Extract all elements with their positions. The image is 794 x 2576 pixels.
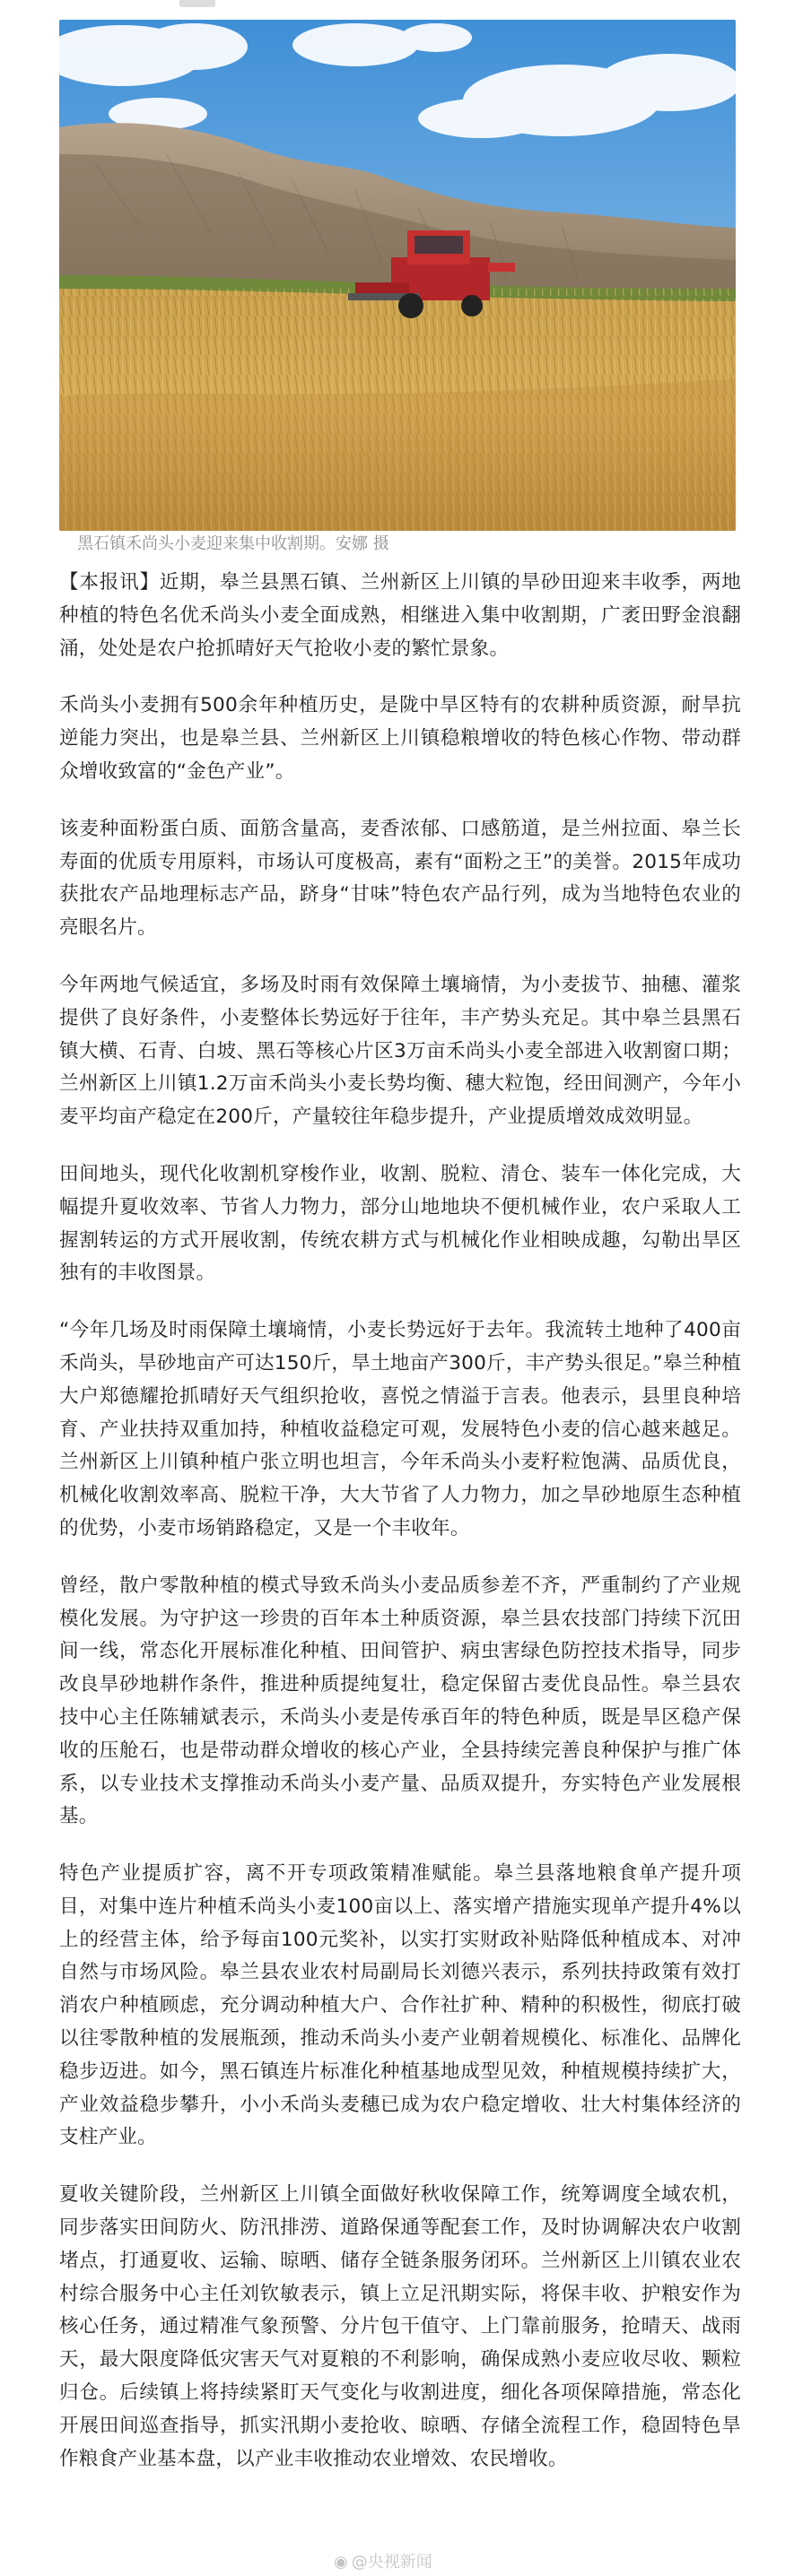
paragraph-history: 禾尚头小麦拥有500余年种植历史，是陇中旱区特有的农耕种质资源，耐旱抗逆能力突出，也是皋兰县、兰州新区上川镇稳粮增收的特色核心作物、带动群众增收致富的“金色产业”。 bbox=[59, 694, 741, 783]
source-watermark bbox=[334, 2552, 432, 2573]
top-cropped-strip bbox=[179, 0, 215, 7]
paragraph-yield: 今年两地气候适宜，多场及时雨有效保障土壤墒情，为小麦拔节、抽穗、灌浆提供了良好条件，小麦整体长势远好于往年，丰产势头充足。其中皋兰县黑石镇大横、石青、白坡、黑石等核心片区3万亩禾尚头小麦全部进入收割窗口期；兰州新区上川镇1.2万亩禾尚头小麦长势均衡、穗大粒饱，经田间测产，今年小麦平均亩产稳定在200斤，产量较往年稳步提升，产业提质增效成效明显。 bbox=[59, 973, 741, 1129]
paragraph-policy: 特色产业提质扩容，离不开专项政策精准赋能。皋兰县落地粮食单产提升项目，对集中连片种植禾尚头小麦100亩以上、落实增产措施实现单产提升4%以上的经营主体，给予每亩100元奖补，以实打实财政补贴降低种植成本、对冲自然与市场风险。皋兰县农业农村局副局长刘德兴表示，系列扶持政策有效打消农户种植顾虑，充分调动种植大户、合作社扩种、精种的积极性，彻底打破以往零散种植的发展瓶颈，推动禾尚头小麦产业朝着规模化、标准化、品牌化稳步迈进。如今，黑石镇连片标准化种植基地成型见效，种植规模持续扩大，产业效益稳步攀升，小小禾尚头麦穗已成为农户稳定增收、壮大村集体经济的支柱产业。 bbox=[59, 1862, 741, 2149]
paragraph-intro: 【本报讯】近期，皋兰县黑石镇、兰州新区上川镇的旱砂田迎来丰收季，两地种植的特色名优禾尚头小麦全面成熟，相继进入集中收割期，广袤田野金浪翻涌，处处是农户抢抓晴好天气抢收小麦的繁忙景象。 bbox=[59, 571, 741, 660]
weibo-icon: ◉ bbox=[334, 2553, 348, 2572]
wheat-harvest-photo[interactable] bbox=[59, 20, 736, 531]
photo-caption: 黑石镇禾尚头小麦迎来集中收割期。安娜 摄 bbox=[77, 534, 389, 553]
paragraph-farmer-quote: “今年几场及时雨保障土壤墒情，小麦长势远好于去年。我流转土地种了400亩禾尚头，旱砂地亩产可达150斤，旱土地亩产300斤，丰产势头很足。”皋兰种植大户郑德耀抢抓晴好天气组织抢收，喜悦之情溢于言表。他表示，县里良种培育、产业扶持双重加持，种植收益稳定可观，发展特色小麦的信心越来越足。兰州新区上川镇种植户张立明也坦言，今年禾尚头小麦籽粒饱满、品质优良，机械化收割效率高、脱粒干净，大大节省了人力物力，加之旱砂地原生态种植的优势，小麦市场销路稳定，又是一个丰收年。 bbox=[59, 1319, 741, 1540]
paragraph-quality: 该麦种面粉蛋白质、面筋含量高，麦香浓郁、口感筋道，是兰州拉面、皋兰长寿面的优质专用原料，市场认可度极高，素有“面粉之王”的美誉。2015年成功获批农产品地理标志产品，跻身“甘味”特色农产品行列，成为当地特色农业的亮眼名片。 bbox=[59, 817, 741, 940]
paragraph-summer-harvest: 夏收关键阶段，兰州新区上川镇全面做好秋收保障工作，统筹调度全域农机，同步落实田间防火、防汛排涝、道路保通等配套工作，及时协调解决农户收割堵点，打通夏收、运输、晾晒、储存全链条服务闭环。兰州新区上川镇农业农村综合服务中心主任刘钦敏表示，镇上立足汛期实际，将保丰收、护粮安作为核心任务，通过精准气象预警、分片包干值守、上门靠前服务，抢晴天、战雨天，最大限度降低灾害天气对夏粮的不利影响，确保成熟小麦应收尽收、颗粒归仓。后续镇上将持续紧盯天气变化与收割进度，细化各项保障措施，常态化开展田间巡查指导，抓实汛期小麦抢收、晾晒、存储全流程工作，稳固特色旱作粮食产业基本盘，以产业丰收推动农业增效、农民增收。 bbox=[59, 2183, 741, 2470]
paragraph-harvest-scene: 田间地头，现代化收割机穿梭作业，收割、脱粒、清仓、装车一体化完成，大幅提升夏收效率、节省人力物力，部分山地地块不便机械作业，农户采取人工握割转运的方式开展收割，传统农耕方式与机械化作业相映成趣，勾勒出旱区独有的丰收图景。 bbox=[59, 1162, 741, 1285]
article-body bbox=[59, 567, 741, 2500]
watermark-text: @央视新闻 bbox=[351, 2553, 432, 2572]
paragraph-seed-protection: 曾经，散户零散种植的模式导致禾尚头小麦品质参差不齐，严重制约了产业规模化发展。为守护这一珍贵的百年本土种质资源，皋兰县农技部门持续下沉田间一线，常态化开展标准化种植、田间管护、病虫害绿色防控技术指导，同步改良旱砂地耕作条件，推进种质提纯复壮，稳定保留古麦优良品性。皋兰县农技中心主任陈辅斌表示，禾尚头小麦是传承百年的特色种质，既是旱区稳产保收的压舱石，也是带动群众增收的核心产业，全县持续完善良种保护与推广体系，以专业技术支撑推动禾尚头小麦产量、品质双提升，夯实特色产业发展根基。 bbox=[59, 1574, 741, 1828]
